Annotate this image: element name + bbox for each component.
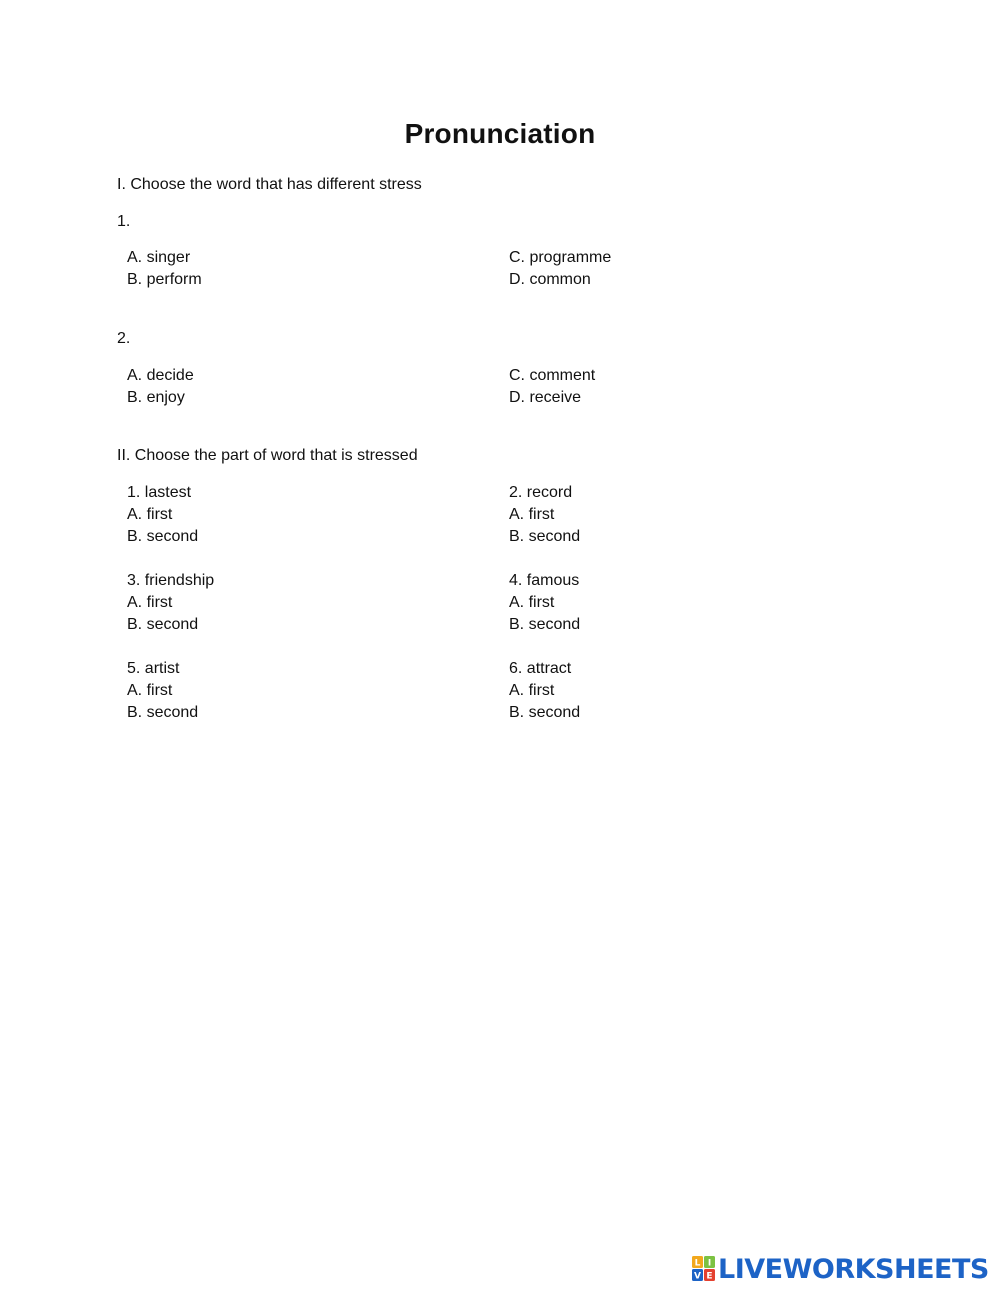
question-1-option-b[interactable]: B. perform <box>127 271 202 288</box>
logo-mark-letter: L <box>694 1258 701 1269</box>
stress-item-2-option-a[interactable]: A. first <box>509 506 555 523</box>
question-1-option-d[interactable]: D. common <box>509 271 591 288</box>
question-2-option-d[interactable]: D. receive <box>509 389 582 406</box>
question-2-number: 2. <box>117 330 131 347</box>
question-1-number: 1. <box>117 213 131 230</box>
stress-item-2-word: 2. record <box>509 484 573 501</box>
stress-item-1-word: 1. lastest <box>127 484 192 501</box>
section-2-heading: II. Choose the part of word that is stressed <box>117 447 418 464</box>
liveworksheets-logo-icon <box>692 1256 716 1282</box>
question-1-option-a[interactable]: A. singer <box>127 249 191 266</box>
stress-item-3-option-a[interactable]: A. first <box>127 594 173 611</box>
stress-item-3-word: 3. friendship <box>127 572 215 589</box>
stress-item-1-option-b[interactable]: B. second <box>127 528 199 545</box>
stress-item-4-option-b[interactable]: B. second <box>509 616 581 633</box>
stress-item-5-option-a[interactable]: A. first <box>127 682 173 699</box>
page-title: Pronunciation <box>404 118 596 149</box>
section-1-heading: I. Choose the word that has different stress <box>117 176 422 193</box>
liveworksheets-logo <box>692 1254 989 1284</box>
question-2-option-b[interactable]: B. enjoy <box>127 389 185 406</box>
stress-item-6-option-b[interactable]: B. second <box>509 704 581 721</box>
stress-item-5-option-b[interactable]: B. second <box>127 704 199 721</box>
stress-item-2-option-b[interactable]: B. second <box>509 528 581 545</box>
stress-item-5-word: 5. artist <box>127 660 180 677</box>
logo-text: LIVEWORKSHEETS <box>718 1253 989 1285</box>
stress-item-3-option-b[interactable]: B. second <box>127 616 199 633</box>
logo-mark-letter: V <box>694 1271 701 1282</box>
stress-item-1-option-a[interactable]: A. first <box>127 506 173 523</box>
stress-item-4-word: 4. famous <box>509 572 580 589</box>
stress-item-6-option-a[interactable]: A. first <box>509 682 555 699</box>
stress-item-4-option-a[interactable]: A. first <box>509 594 555 611</box>
question-2-option-a[interactable]: A. decide <box>127 367 194 384</box>
question-2-option-c[interactable]: C. comment <box>509 367 596 384</box>
stress-item-6-word: 6. attract <box>509 660 572 677</box>
logo-mark-letter: I <box>707 1258 712 1269</box>
question-1-option-c[interactable]: C. programme <box>509 249 612 266</box>
logo-mark-letter: E <box>706 1271 713 1282</box>
